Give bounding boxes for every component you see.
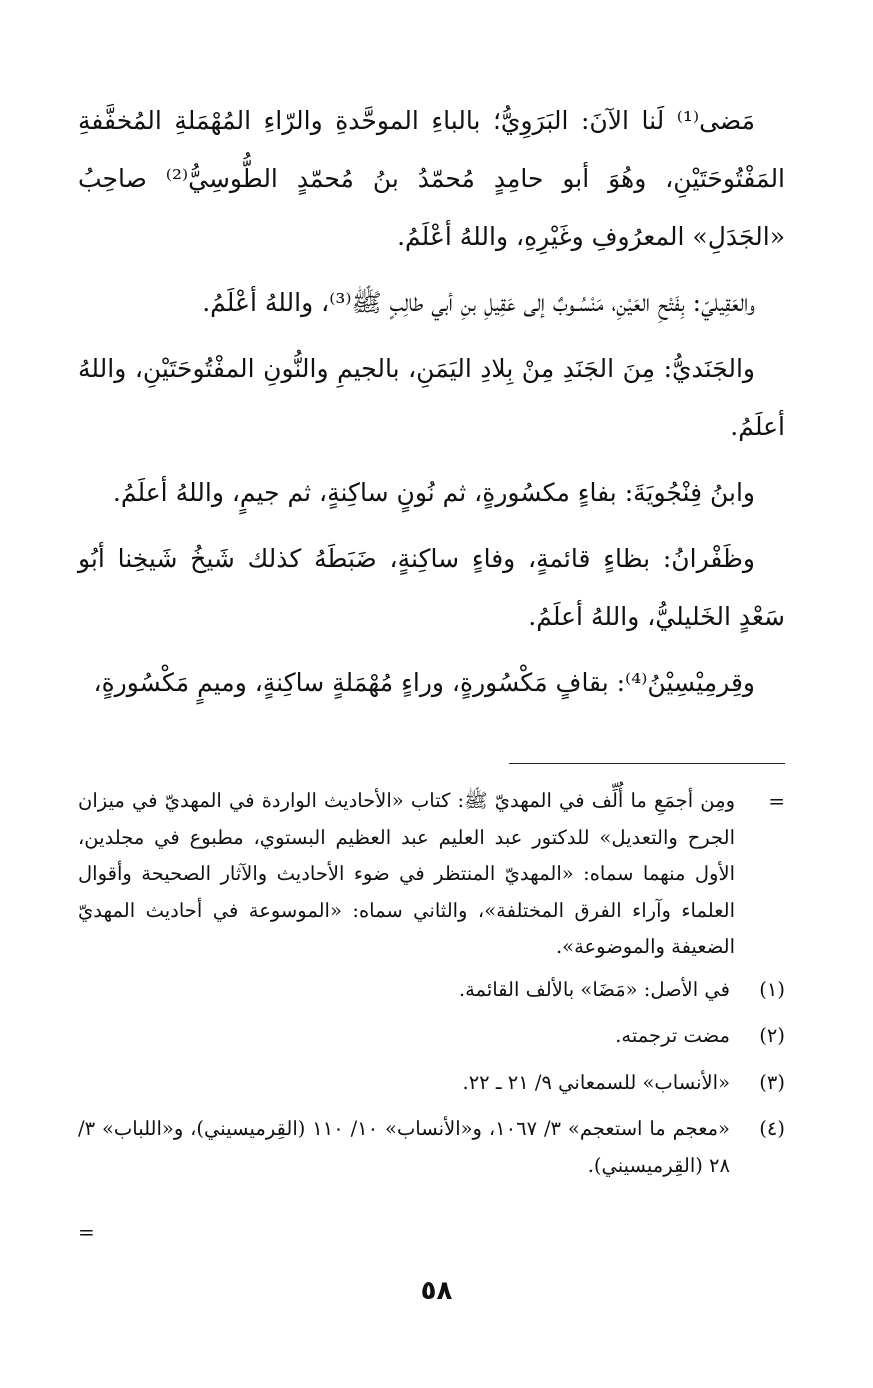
footnote-text: مضت ترجمته. <box>615 1024 730 1047</box>
footnote-3 <box>78 1065 785 1102</box>
footnote-2 <box>78 1018 785 1055</box>
footnote-number: (١) <box>759 977 785 1001</box>
paragraph-aqili: والعَقِيليّ: بِفَتْحِ العَيْنِ، مَنْسُـوبٌ إلى عَقِيلِ بنِ أبي طالِبٍ ﷺ⁽³⁾، واللهُ أعْلَمُ. <box>202 288 755 317</box>
paragraph-jandi: والجَنَديُّ: مِنَ الجَنَدِ مِنْ بِلادِ اليَمَنِ، بالجيمِ والنُّونِ المفْتُوحَتَيْنِ، واللهُ أعلَمُ. <box>78 354 785 441</box>
footnote-number: (٤) <box>759 1117 785 1140</box>
page-number: ٥٨ <box>420 1276 453 1306</box>
footnote-text: «معجم ما استعجم» ٣/ ١٠٦٧، و«الأنساب» ١٠/ ١١٠ (القِرميسيني)، و«اللباب» ٣/ ٢٨ (القِرميسيني). <box>78 1117 730 1177</box>
footnote-number: (٢) <box>759 1024 785 1047</box>
paragraph-finjuwayh: وابنُ فِنْجُويَةَ: بفاءٍ مكسُورةٍ، ثم نُونٍ ساكِنةٍ، ثم جيمٍ، واللهُ أعلَمُ. <box>112 478 755 507</box>
footnote-continuation <box>78 783 785 966</box>
paragraph-zafran: وظَفْرانُ: بظاءٍ قائمةٍ، وفاءٍ ساكِنةٍ، ضَبَطَهُ كذلك شَيخُ شَيخِنا أبُو سَعْدٍ الخَليليُّ، واللهُ أعلَمُ. <box>78 544 785 631</box>
continuation-text: ومِن أجمَعِ ما أُلِّف في المهديّ ﷺ: كتاب «الأحاديث الواردة في المهديّ في ميزان الجرح والتعديل» للدكتور عبد العليم عبد العظيم البستوي، مطبوع في مجلدين، الأول منهما سماه: «المهديّ المنتظر في ضوء الأحاديث والآثار الصحيحة وأقوال العلماء وآراء الفرق المختلفة»، والثاني سماه: «الموسوعة في أحاديث المهديّ الضعيفة والموضوعة». <box>78 789 735 958</box>
footnote-4 <box>78 1111 785 1184</box>
footnote-divider <box>509 763 785 764</box>
continues-mark: = <box>78 1220 95 1244</box>
footnote-1 <box>78 972 785 1009</box>
footnotes <box>78 783 785 1194</box>
footnote-text: «الأنساب» للسمعاني ٩/ ٢١ ـ ٢٢. <box>462 1070 730 1094</box>
continuation-mark: = <box>768 789 785 813</box>
footnote-number: (٣) <box>759 1070 785 1094</box>
main-text <box>78 92 785 720</box>
footnote-text: في الأصل: «مَضَا» بالألف القائمة. <box>458 977 730 1001</box>
paragraph-barawi: مَضى⁽¹⁾ لَنا الآنَ: البَرَوِيُّ؛ بالباءِ الموحَّدةِ والرّاءِ المُهْمَلةِ المُخفَّفةِ المَفْتُوحَتَيْنِ، وهُوَ أبو حامِدٍ مُحمّدُ بنُ مُحمّدٍ الطُّوسِيُّ⁽²⁾ صاحِبُ «الجَدَلِ» المعرُوفِ وغَيْرِهِ، واللهُ أعْلَمُ. <box>78 106 786 251</box>
paragraph-qirmisin: وقِرمِيْسِيْنُ⁽⁴⁾: بقافٍ مَكْسُورةٍ، وراءٍ مُهْمَلةٍ ساكِنةٍ، وميمٍ مَكْسُورةٍ، <box>93 668 755 697</box>
